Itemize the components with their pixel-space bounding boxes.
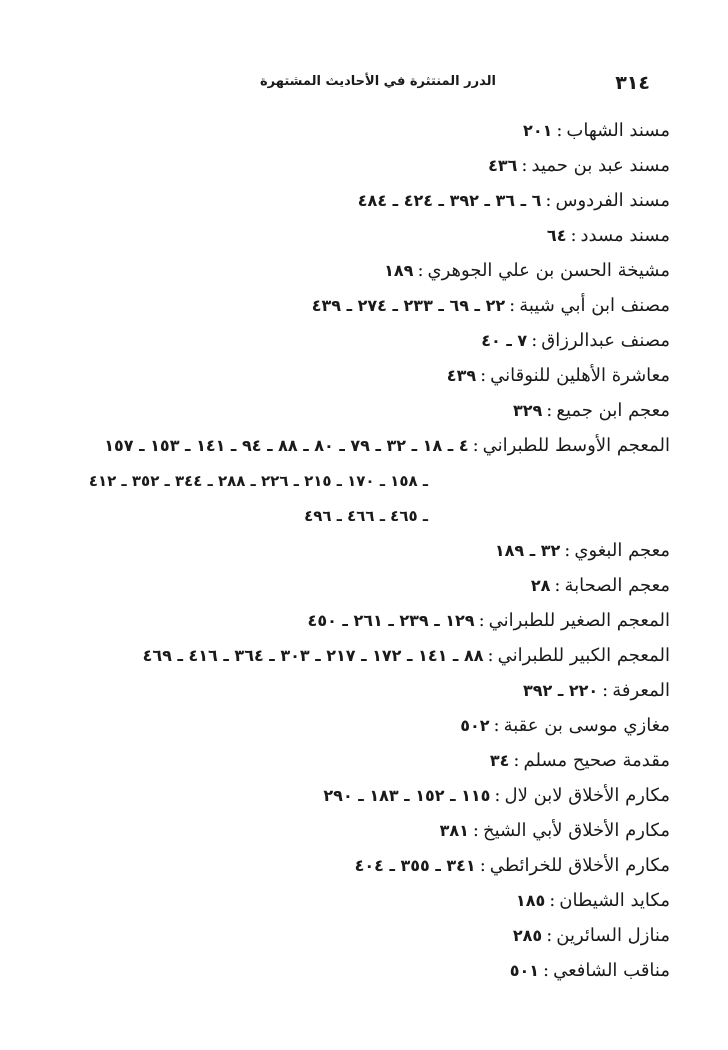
index-entry xyxy=(60,603,670,638)
entry-separator: : xyxy=(472,435,479,456)
entry-separator: : xyxy=(487,645,494,666)
entry-page-numbers: ١١٥ ـ ١٥٢ ـ ١٨٣ ـ ٢٩٠ xyxy=(323,786,491,805)
entry-page-numbers: ١٢٩ ـ ٢٣٩ ـ ٢٦١ ـ ٤٥٠ xyxy=(307,611,475,630)
entry-page-numbers: ٤ ـ ١٨ ـ ٣٢ ـ ٧٩ ـ ٨٠ ـ ٨٨ ـ ٩٤ ـ ١٤١ ـ ١٥٣ ـ ١٥٧ xyxy=(104,436,469,455)
entry-page-numbers: ٦٤ xyxy=(546,226,567,245)
entry-page-numbers: ١٨٩ xyxy=(384,261,414,280)
entry-separator: : xyxy=(531,330,538,351)
entry-title: مكايد الشيطان xyxy=(559,890,670,911)
entry-separator: : xyxy=(546,925,553,946)
index-entry xyxy=(60,218,670,253)
index-entry xyxy=(60,638,670,673)
index-entry xyxy=(60,323,670,358)
entry-page-numbers: ٢٨٥ xyxy=(512,926,543,945)
entry-title: معجم البغوي xyxy=(574,540,670,561)
entry-title: مسند عبد بن حميد xyxy=(531,155,670,176)
entry-separator: : xyxy=(521,155,528,176)
entry-title: مكارم الأخلاق لابن لال xyxy=(504,785,670,806)
index-entry xyxy=(60,148,670,183)
entry-separator: : xyxy=(570,225,577,246)
entry-title: المعجم الصغير للطبراني xyxy=(488,610,670,631)
entry-page-numbers: ١٨٥ xyxy=(515,891,546,910)
index-entry xyxy=(60,568,670,603)
entry-title: معجم ابن جميع xyxy=(556,400,670,421)
entry-page-numbers: ٨٨ ـ ١٤١ ـ ١٧٢ ـ ٢١٧ ـ ٣٠٣ ـ ٣٦٤ ـ ٤١٦ ـ ٤٦٩ xyxy=(142,646,484,665)
entry-title: مصنف عبدالرزاق xyxy=(541,330,670,351)
index-entry xyxy=(60,708,670,743)
index-entry xyxy=(60,883,670,918)
index-entry xyxy=(60,533,670,568)
entry-title: مصنف ابن أبي شيبة xyxy=(519,295,670,316)
entry-page-numbers: ٥٠٢ xyxy=(460,716,490,735)
entry-separator: : xyxy=(546,400,553,421)
page-number: ٣١٤ xyxy=(615,72,650,94)
index-entry xyxy=(60,113,670,148)
entry-title: معاشرة الأهلين للنوقاني xyxy=(490,365,670,386)
index-entry xyxy=(60,183,670,218)
entry-page-numbers: ٢٠١ xyxy=(523,121,553,140)
entry-page-numbers: ٣٨١ xyxy=(439,821,469,840)
entry-separator: : xyxy=(554,575,561,596)
entry-separator: : xyxy=(543,960,550,981)
entry-title: مسند الفردوس xyxy=(555,190,670,211)
entry-separator: : xyxy=(556,120,563,141)
index-entry-continuation xyxy=(60,463,670,498)
entry-page-numbers: ٣٢ ـ ١٨٩ xyxy=(494,541,561,560)
entry-title: المعجم الأوسط للطبراني xyxy=(482,435,670,456)
entry-title: مكارم الأخلاق لأبي الشيخ xyxy=(482,820,670,841)
entry-page-numbers: ٢٢ ـ ٦٩ ـ ٢٣٣ ـ ٢٧٤ ـ ٤٣٩ xyxy=(311,296,506,315)
index-entry xyxy=(60,848,670,883)
entry-separator: : xyxy=(564,540,571,561)
entry-separator: : xyxy=(549,890,556,911)
index-entry xyxy=(60,673,670,708)
entry-page-numbers: ٥٠١ xyxy=(509,961,540,980)
index-entry xyxy=(60,778,670,813)
entry-separator: : xyxy=(417,260,424,281)
entry-page-numbers: ٦ ـ ٣٦ ـ ٣٩٢ ـ ٤٢٤ ـ ٤٨٤ xyxy=(357,191,542,210)
entry-separator: : xyxy=(479,855,486,876)
entry-title: المعجم الكبير للطبراني xyxy=(497,645,670,666)
entry-page-numbers: ـ ٤٦٥ ـ ٤٦٦ ـ ٤٩٦ xyxy=(304,507,428,525)
page-header xyxy=(250,72,650,102)
entry-page-numbers: ٢٨ xyxy=(530,576,551,595)
entry-title: منازل السائرين xyxy=(556,925,670,946)
index-entry xyxy=(60,288,670,323)
entry-title: المعرفة xyxy=(612,680,670,701)
entry-page-numbers: ٤٣٩ xyxy=(446,366,477,385)
entry-separator: : xyxy=(602,680,609,701)
entry-title: مكارم الأخلاق للخرائطي xyxy=(489,855,670,876)
index-entry xyxy=(60,918,670,953)
entry-separator: : xyxy=(480,365,487,386)
index-entry xyxy=(60,953,670,988)
entry-separator: : xyxy=(509,295,516,316)
index-entry xyxy=(60,813,670,848)
entry-title: مسند مسدد xyxy=(580,225,670,246)
entry-page-numbers: ٣٤ xyxy=(489,751,510,770)
index-entry xyxy=(60,393,670,428)
entry-page-numbers: ٧ ـ ٤٠ xyxy=(481,331,528,350)
index-entry xyxy=(60,253,670,288)
entry-title: مشيخة الحسن بن علي الجوهري xyxy=(427,260,670,281)
index-entry xyxy=(60,743,670,778)
entry-separator: : xyxy=(513,750,520,771)
entry-page-numbers: ٤٣٦ xyxy=(488,156,518,175)
entry-separator: : xyxy=(472,820,479,841)
entry-title: مقدمة صحيح مسلم xyxy=(523,750,670,771)
entry-separator: : xyxy=(494,785,501,806)
running-title: الدرر المنتثرة في الأحاديث المشتهرة xyxy=(260,74,496,89)
entry-page-numbers: ـ ١٥٨ ـ ١٧٠ ـ ٢١٥ ـ ٢٢٦ ـ ٢٨٨ ـ ٣٤٤ ـ ٣٥٢ ـ ٤١٢ xyxy=(88,472,428,490)
entry-title: معجم الصحابة xyxy=(564,575,670,596)
index-entry xyxy=(60,358,670,393)
entry-title: مناقب الشافعي xyxy=(553,960,670,981)
entry-title: مسند الشهاب xyxy=(566,120,670,141)
entry-separator: : xyxy=(545,190,552,211)
index-entry-continuation xyxy=(60,498,670,533)
index-entries xyxy=(60,113,670,988)
index-entry xyxy=(60,428,670,463)
entry-page-numbers: ٢٢٠ ـ ٣٩٢ xyxy=(522,681,599,700)
entry-title: مغازي موسى بن عقبة xyxy=(503,715,670,736)
entry-separator: : xyxy=(478,610,485,631)
entry-page-numbers: ٣٢٩ xyxy=(513,401,543,420)
entry-page-numbers: ٣٤١ ـ ٣٥٥ ـ ٤٠٤ xyxy=(354,856,476,875)
entry-separator: : xyxy=(493,715,500,736)
